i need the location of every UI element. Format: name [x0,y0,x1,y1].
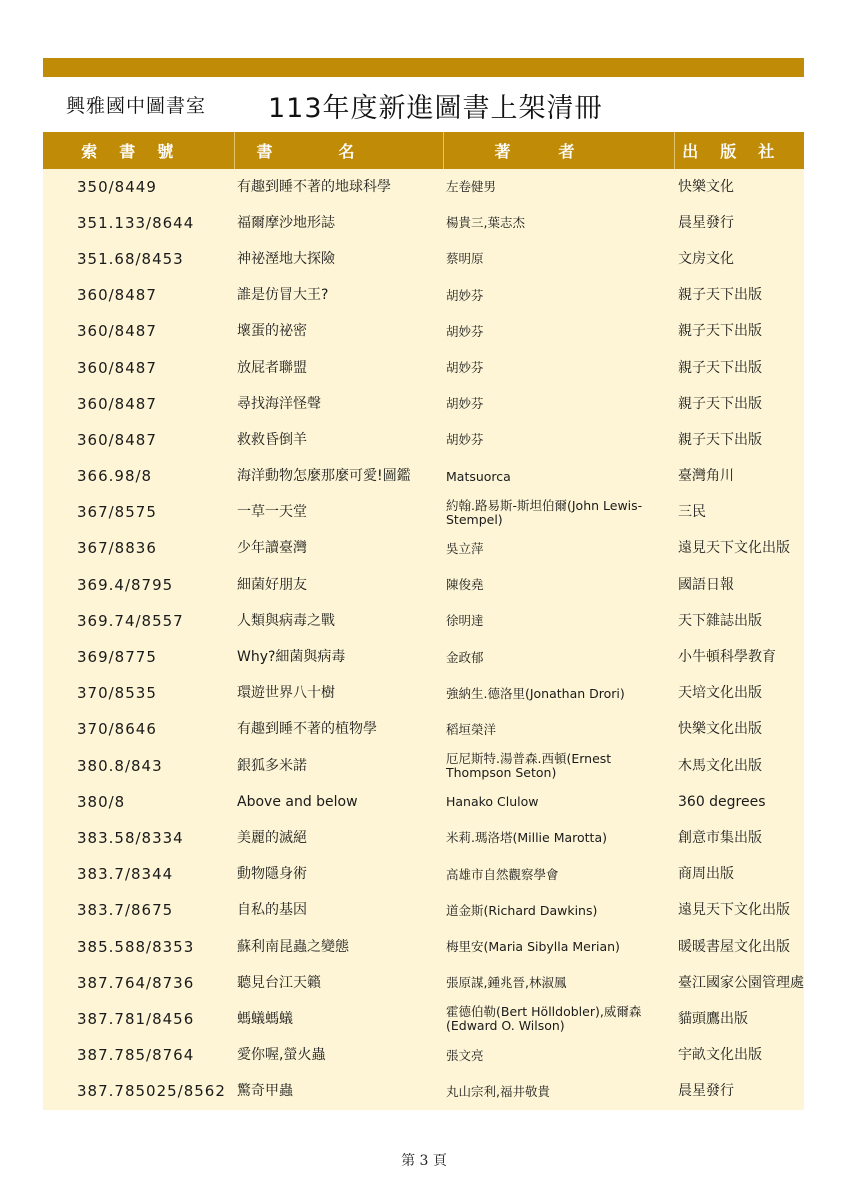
author-cell: 陳俊堯 [443,567,674,603]
table-row [43,205,804,241]
publisher-cell: 暖暖書屋文化出版 [674,929,804,965]
call-number-cell: 387.781/8456 [43,1001,234,1037]
title-cell: 有趣到睡不著的植物學 [234,712,443,748]
call-number-cell: 366.98/8 [43,459,234,495]
table-row [43,169,804,205]
call-number-cell: 360/8487 [43,422,234,458]
author-cell: 道金斯(Richard Dawkins) [443,893,674,929]
table-row [43,965,804,1001]
author-cell: 胡妙芬 [443,350,674,386]
publisher-cell: 遠見天下文化出版 [674,531,804,567]
table-row [43,784,804,820]
column-header-call-number: 索書號 [43,132,234,169]
page-number: 第 3 頁 [401,1153,447,1169]
table-row [43,676,804,712]
author-cell: 胡妙芬 [443,386,674,422]
title-cell: 愛你喔,螢火蟲 [234,1038,443,1074]
title-cell: 美麗的滅絕 [234,820,443,856]
author-cell: 胡妙芬 [443,278,674,314]
call-number-cell: 383.58/8334 [43,820,234,856]
author-cell: 梅里安(Maria Sibylla Merian) [443,929,674,965]
call-number-cell: 367/8575 [43,495,234,531]
publisher-cell: 木馬文化出版 [674,748,804,784]
publisher-cell: 晨星發行 [674,205,804,241]
author-cell: 霍德伯勒(Bert Hölldobler),威爾森(Edward O. Wilson) [443,1001,674,1037]
publisher-cell: 天下雜誌出版 [674,603,804,639]
author-cell: 張文亮 [443,1038,674,1074]
title-cell: 銀狐多米諾 [234,748,443,784]
author-cell: 高雄市自然觀察學會 [443,857,674,893]
table-row [43,350,804,386]
table-row [43,748,804,784]
title-cell: 放屁者聯盟 [234,350,443,386]
publisher-cell: 晨星發行 [674,1074,804,1110]
publisher-cell: 國語日報 [674,567,804,603]
table-row [43,531,804,567]
author-cell: 左卷健男 [443,169,674,205]
author-cell: 約翰.路易斯-斯坦伯爾(John Lewis-Stempel) [443,495,674,531]
call-number-cell: 370/8535 [43,676,234,712]
call-number-cell: 360/8487 [43,350,234,386]
author-cell: 張原謀,鍾兆晉,林淑鳳 [443,965,674,1001]
call-number-cell: 380/8 [43,784,234,820]
table-row [43,1038,804,1074]
call-number-cell: 387.764/8736 [43,965,234,1001]
table-row [43,495,804,531]
table-row [43,459,804,495]
table-row [43,241,804,277]
title-cell: Why?細菌與病毒 [234,639,443,675]
page-title: 113年度新進圖書上架清冊 [268,93,603,124]
call-number-cell: 383.7/8344 [43,857,234,893]
column-header-publisher: 出版社 [674,132,804,169]
author-cell: 吳立萍 [443,531,674,567]
library-name: 興雅國中圖書室 [66,95,207,117]
call-number-cell: 360/8487 [43,314,234,350]
title-cell: 動物隱身術 [234,857,443,893]
publisher-cell: 親子天下出版 [674,422,804,458]
title-cell: 海洋動物怎麼那麼可愛!圖鑑 [234,459,443,495]
publisher-cell: 創意市集出版 [674,820,804,856]
publisher-cell: 快樂文化出版 [674,712,804,748]
column-header-author: 著者 [443,132,674,169]
title-cell: 蘇利南昆蟲之變態 [234,929,443,965]
call-number-cell: 367/8836 [43,531,234,567]
publisher-cell: 遠見天下文化出版 [674,893,804,929]
title-cell: 壞蛋的祕密 [234,314,443,350]
title-cell: 尋找海洋怪聲 [234,386,443,422]
publisher-cell: 小牛頓科學教育 [674,639,804,675]
call-number-cell: 385.588/8353 [43,929,234,965]
table-row [43,1001,804,1037]
book-list-table [43,132,804,1110]
title-cell: 福爾摩沙地形誌 [234,205,443,241]
table-row [43,567,804,603]
publisher-cell: 貓頭鷹出版 [674,1001,804,1037]
title-cell: 一草一天堂 [234,495,443,531]
publisher-cell: 臺江國家公園管理處 [674,965,804,1001]
table-row [43,639,804,675]
title-cell: 誰是仿冒大王? [234,278,443,314]
call-number-cell: 360/8487 [43,278,234,314]
title-cell: 神祕溼地大探險 [234,241,443,277]
call-number-cell: 380.8/843 [43,748,234,784]
top-accent-bar [43,58,804,77]
publisher-cell: 360 degrees [674,784,804,820]
table-row [43,314,804,350]
call-number-cell: 351.133/8644 [43,205,234,241]
publisher-cell: 親子天下出版 [674,278,804,314]
publisher-cell: 親子天下出版 [674,386,804,422]
title-cell: 有趣到睡不著的地球科學 [234,169,443,205]
table-row [43,712,804,748]
author-cell: 厄尼斯特.湯普森.西頓(Ernest Thompson Seton) [443,748,674,784]
title-cell: Above and below [234,784,443,820]
author-cell: 胡妙芬 [443,422,674,458]
table-body [43,169,804,1110]
author-cell: 楊貴三,葉志杰 [443,205,674,241]
call-number-cell: 360/8487 [43,386,234,422]
publisher-cell: 三民 [674,495,804,531]
call-number-cell: 383.7/8675 [43,893,234,929]
call-number-cell: 370/8646 [43,712,234,748]
column-header-title: 書名 [234,132,443,169]
title-cell: 自私的基因 [234,893,443,929]
call-number-cell: 387.785/8764 [43,1038,234,1074]
call-number-cell: 387.785025/8562 [43,1074,234,1110]
author-cell: 稻垣榮洋 [443,712,674,748]
author-cell: 強納生.德洛里(Jonathan Drori) [443,676,674,712]
table-row [43,278,804,314]
publisher-cell: 臺灣角川 [674,459,804,495]
title-cell: 人類與病毒之戰 [234,603,443,639]
call-number-cell: 369/8775 [43,639,234,675]
table-row [43,422,804,458]
table-row [43,1074,804,1110]
title-cell: 細菌好朋友 [234,567,443,603]
publisher-cell: 天培文化出版 [674,676,804,712]
title-cell: 聽見台江天籟 [234,965,443,1001]
title-cell: 驚奇甲蟲 [234,1074,443,1110]
title-cell: 環遊世界八十樹 [234,676,443,712]
publisher-cell: 親子天下出版 [674,314,804,350]
author-cell: 米莉.瑪洛塔(Millie Marotta) [443,820,674,856]
title-cell: 少年讀臺灣 [234,531,443,567]
call-number-cell: 351.68/8453 [43,241,234,277]
author-cell: 蔡明原 [443,241,674,277]
call-number-cell: 369.4/8795 [43,567,234,603]
title-cell: 救救昏倒羊 [234,422,443,458]
table-row [43,857,804,893]
publisher-cell: 快樂文化 [674,169,804,205]
author-cell: Hanako Clulow [443,784,674,820]
call-number-cell: 350/8449 [43,169,234,205]
publisher-cell: 宇畝文化出版 [674,1038,804,1074]
author-cell: 胡妙芬 [443,314,674,350]
table-row [43,820,804,856]
publisher-cell: 商周出版 [674,857,804,893]
author-cell: 丸山宗利,福井敬貴 [443,1074,674,1110]
author-cell: Matsuorca [443,459,674,495]
title-cell: 螞蟻螞蟻 [234,1001,443,1037]
author-cell: 金政郁 [443,639,674,675]
publisher-cell: 親子天下出版 [674,350,804,386]
author-cell: 徐明達 [443,603,674,639]
table-row [43,386,804,422]
table-row [43,893,804,929]
table-row [43,603,804,639]
table-header-row [43,132,804,169]
book-list-table-container [43,132,804,1110]
publisher-cell: 文房文化 [674,241,804,277]
table-row [43,929,804,965]
call-number-cell: 369.74/8557 [43,603,234,639]
